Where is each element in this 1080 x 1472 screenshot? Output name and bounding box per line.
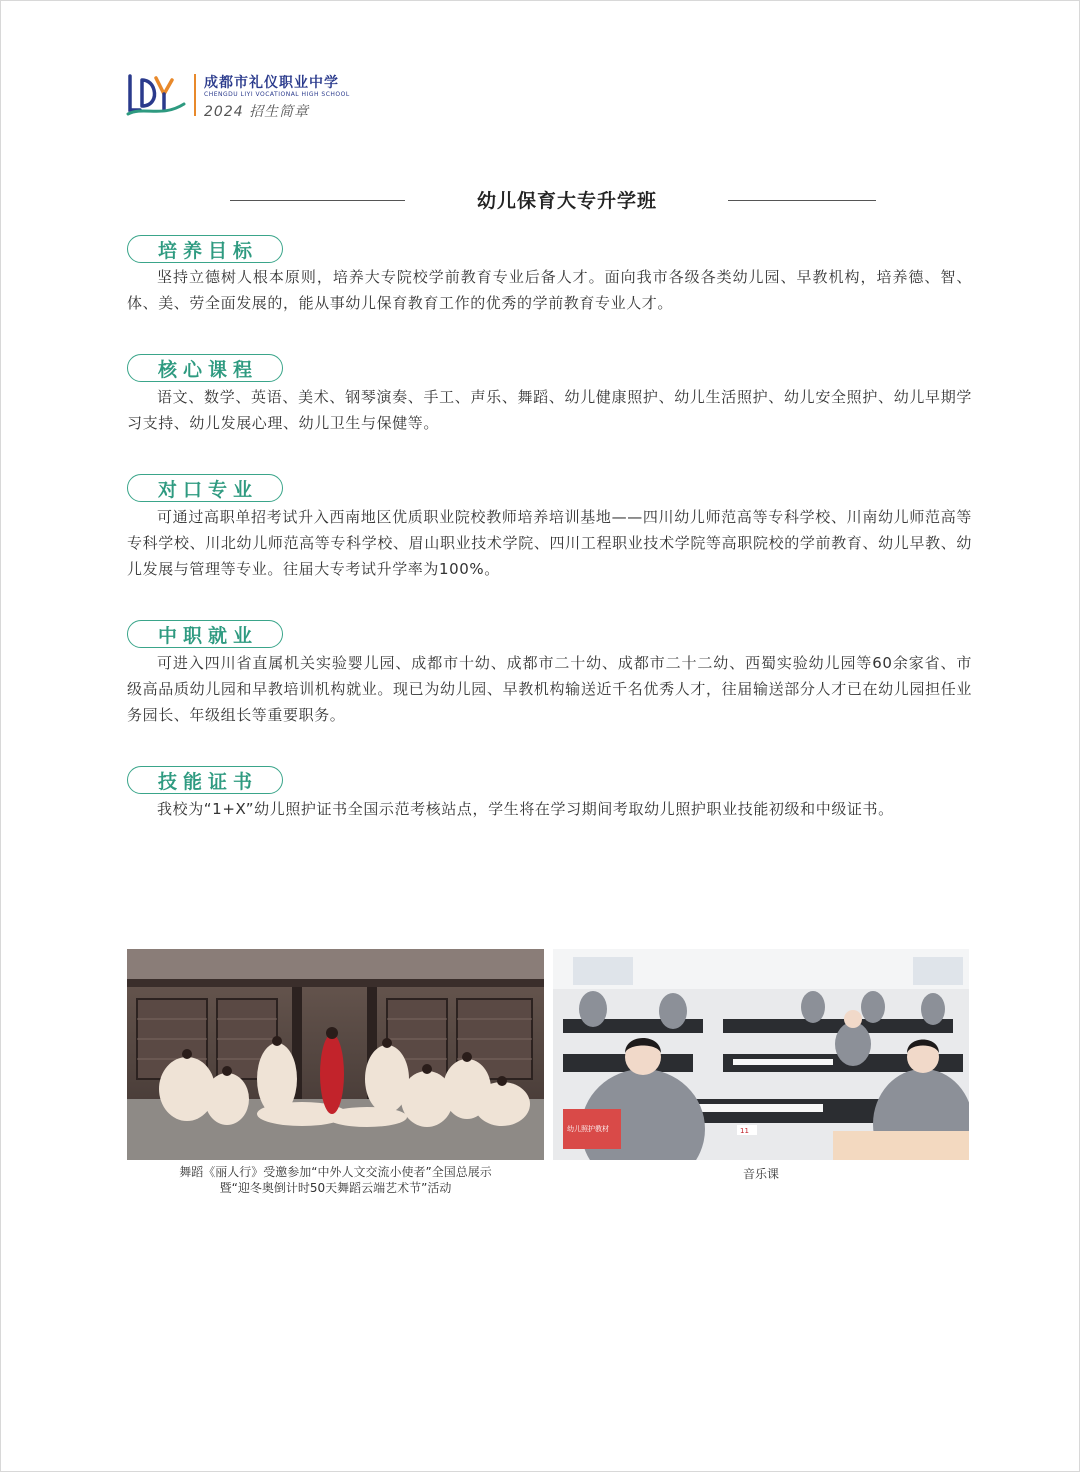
school-name-en: CHENGDU LIYI VOCATIONAL HIGH SCHOOL [204, 91, 350, 98]
dance-caption-line1: 舞蹈《丽人行》受邀参加“中外人文交流小使者”全国总展示 [179, 1165, 492, 1179]
title-rule-right [728, 200, 876, 201]
section-label-matching-majors: 对口专业 [127, 474, 283, 502]
section-label-employment: 中职就业 [127, 620, 283, 648]
section-text-employment: 可进入四川省直属机关实验婴儿园、成都市十幼、成都市二十幼、成都市二十二幼、西蜀实验幼儿园等60余家省、市级高品质幼儿园和早教培训机构就业。现已为幼儿园、早教机构输送近千名优秀人才，往届输送部分人才已在幼儿园担任业务园长、年级组长等重要职务。 [127, 654, 972, 724]
brochure-year: 2024 招生简章 [204, 104, 310, 120]
page-title: 幼儿保育大专升学班 [476, 190, 657, 212]
section-label-core-courses: 核心课程 [127, 354, 283, 382]
section-text-matching-majors: 可通过高职单招考试升入西南地区优质职业院校教师培养培训基地——四川幼儿师范高等专科学校、川南幼儿师范高等专科学校、川北幼儿师范高等专科学校、眉山职业技术学院、四川工程职业技术学院等高职院校的学前教育、幼儿早教、幼儿发展与管理等专业。往届大专考试升学率为100%。 [127, 508, 972, 578]
school-logo-icon [126, 72, 186, 118]
logo-divider [194, 74, 196, 116]
section-text-training-goal: 坚持立德树人根本原则，培养大专院校学前教育专业后备人才。面向我市各级各类幼儿园、早教机构，培养德、智、体、美、劳全面发展的，能从事幼儿保育教育工作的优秀的学前教育专业人才。 [127, 268, 972, 312]
book-label: 幼儿照护教材 [567, 1125, 609, 1133]
section-label-certificates: 技能证书 [127, 766, 283, 794]
title-rule-left [230, 200, 405, 201]
dance-photo-caption [127, 1164, 544, 1196]
section-label-training-goal: 培养目标 [127, 235, 283, 263]
dance-performance-photo [127, 949, 544, 1160]
dance-caption-line2: 暨“迎冬奥倒计时50天舞蹈云端艺术节”活动 [219, 1181, 452, 1195]
music-class-photo [553, 949, 969, 1160]
section-text-core-courses: 语文、数学、英语、美术、钢琴演奏、手工、声乐、舞蹈、幼儿健康照护、幼儿生活照护、幼儿安全照护、幼儿早期学习支持、幼儿发展心理、幼儿卫生与保健等。 [127, 388, 972, 432]
section-text-certificates: 我校为“1+X”幼儿照护证书全国示范考核站点，学生将在学习期间考取幼儿照护职业技能初级和中级证书。 [157, 800, 894, 818]
music-photo-caption: 音乐课 [742, 1167, 779, 1181]
school-name: 成都市礼仪职业中学 [204, 75, 339, 91]
seat-number-tag: 11 [740, 1127, 749, 1135]
